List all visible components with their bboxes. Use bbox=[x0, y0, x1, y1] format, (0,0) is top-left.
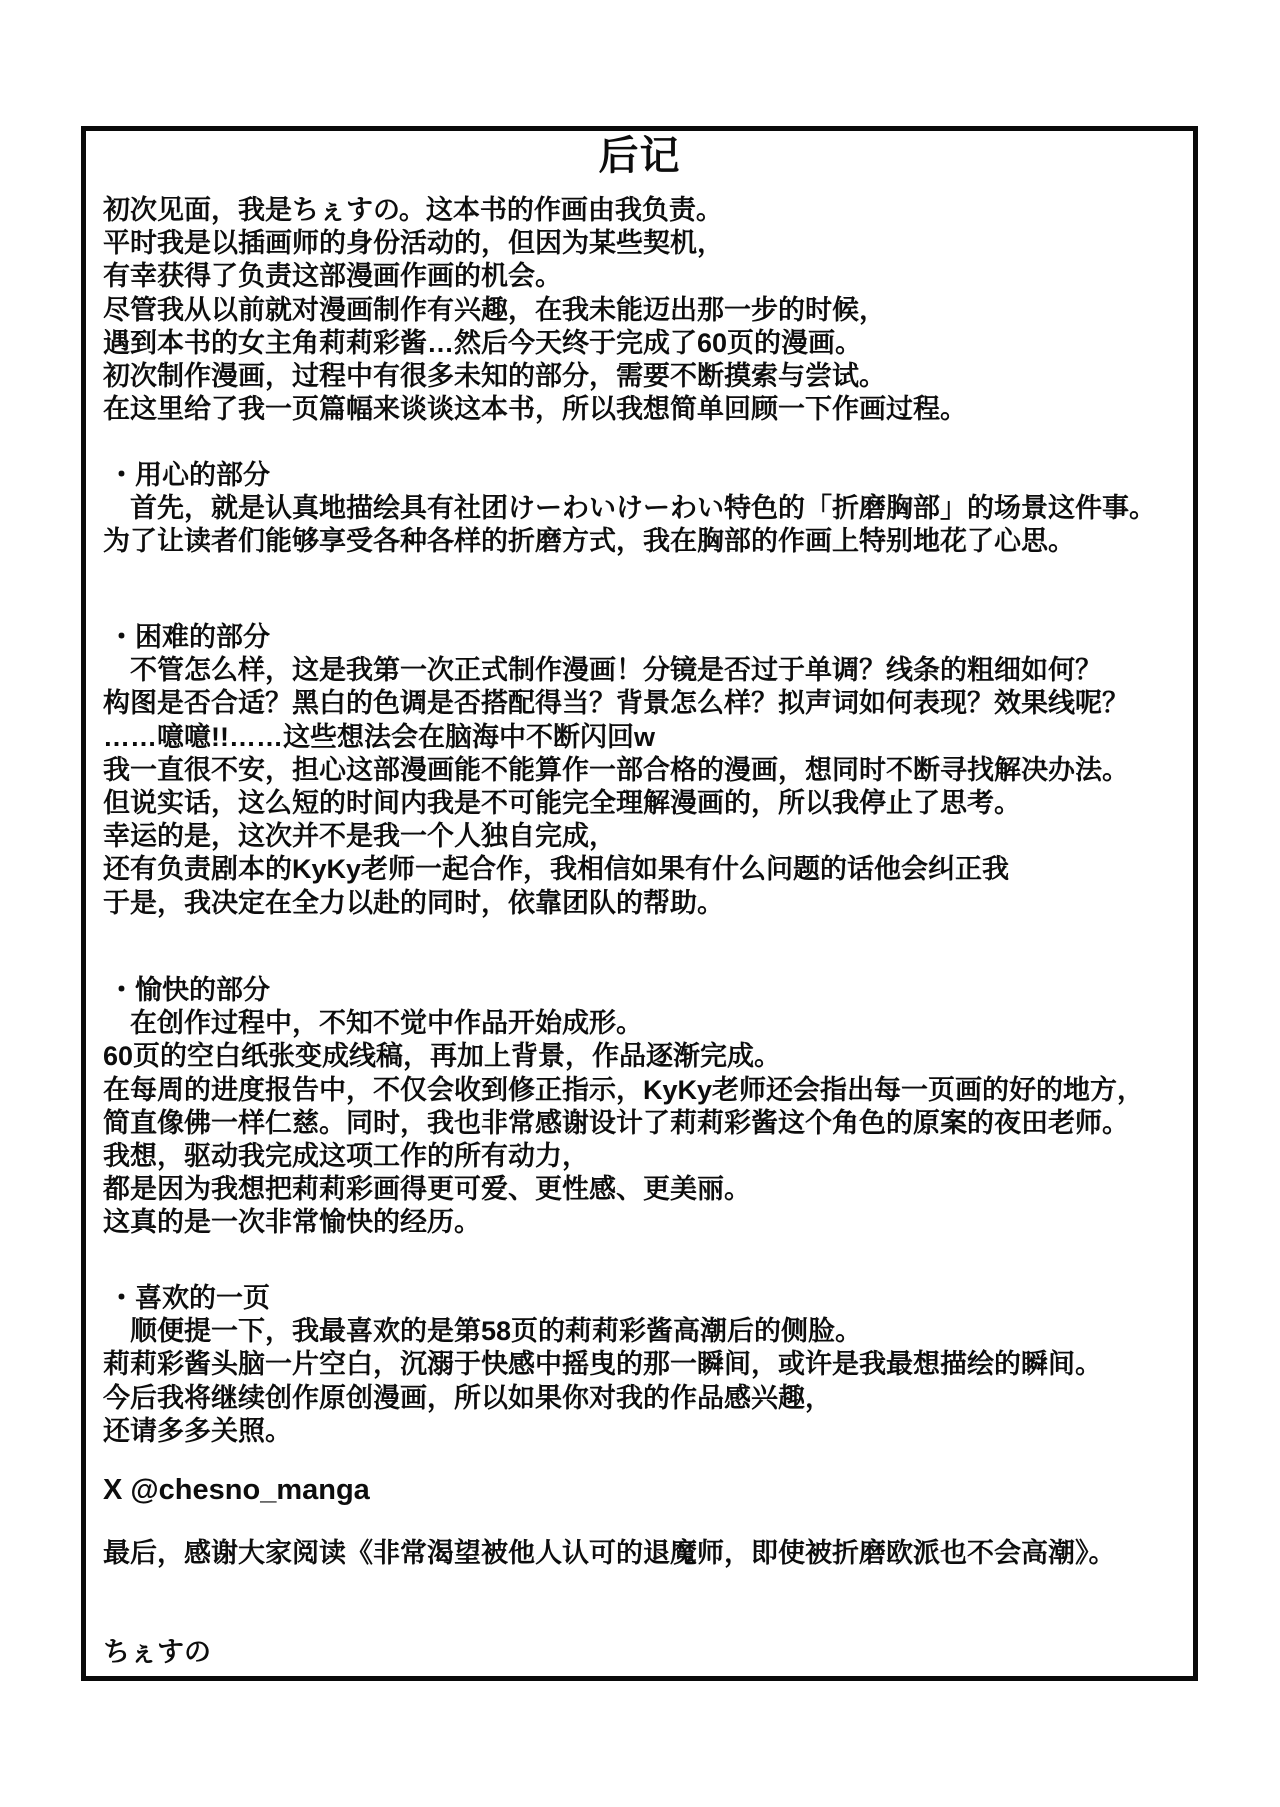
intro-line: 遇到本书的女主角莉莉彩酱…然后今天终于完成了60页的漫画。 bbox=[103, 327, 863, 358]
intro-paragraph bbox=[103, 194, 1187, 426]
intro-line: 初次见面，我是ちぇすの。这本书的作画由我负责。 bbox=[103, 195, 723, 225]
section-heading: ・愉快的部分 bbox=[108, 975, 270, 1005]
section-line: 在创作过程中，不知不觉中作品开始成形。 bbox=[103, 1008, 643, 1039]
section-line: 于是，我决定在全力以赴的同时，依靠团队的帮助。 bbox=[103, 887, 724, 918]
section-line: 我一直很不安，担心这部漫画能不能算作一部合格的漫画，想同时不断寻找解决办法。 bbox=[103, 754, 1129, 785]
section-line: 不管怎么样，这是我第一次正式制作漫画！分镜是否过于单调？线条的粗细如何？ bbox=[103, 655, 1102, 686]
section-line: 莉莉彩酱头脑一片空白，沉溺于快感中摇曳的那一瞬间，或许是我最想描绘的瞬间。 bbox=[103, 1349, 1102, 1380]
section-line: 顺便提一下，我最喜欢的是第58页的莉莉彩酱高潮后的侧脸。 bbox=[103, 1316, 863, 1347]
intro-line: 平时我是以插画师的身份活动的，但因为某些契机， bbox=[103, 228, 724, 259]
section-line: 首先，就是认真地描绘具有社团けーわいけーわい特色的「折磨胸部」的场景这件事。 bbox=[103, 493, 1156, 524]
section-difficult-part bbox=[103, 621, 1187, 920]
intro-line: 在这里给了我一页篇幅来谈谈这本书，所以我想简单回顾一下作画过程。 bbox=[103, 394, 967, 425]
section-heading: ・喜欢的一页 bbox=[108, 1283, 270, 1313]
afterword-frame bbox=[81, 126, 1198, 1681]
section-line: 简直像佛一样仁慈。同时，我也非常感谢设计了莉莉彩酱这个角色的原案的夜田老师。 bbox=[103, 1107, 1129, 1138]
section-heading: ・用心的部分 bbox=[108, 460, 270, 490]
section-line: 都是因为我想把莉莉彩画得更可爱、更性感、更美丽。 bbox=[103, 1174, 751, 1205]
closing-line bbox=[103, 1537, 1187, 1570]
intro-line: 尽管我从以前就对漫画制作有兴趣，在我未能迈出那一步的时候， bbox=[103, 294, 886, 325]
section-favorite-page bbox=[103, 1282, 1187, 1448]
section-line: 幸运的是，这次并不是我一个人独自完成， bbox=[103, 821, 616, 852]
page-title: 后记 bbox=[598, 134, 681, 178]
social-handle-text: X @chesno_manga bbox=[103, 1474, 370, 1506]
section-line: 还有负责剧本的KyKy老师一起合作，我相信如果有什么问题的话他会纠正我 bbox=[103, 854, 1010, 885]
section-line: 60页的空白纸张变成线稿，再加上背景，作品逐渐完成。 bbox=[103, 1041, 782, 1072]
section-line: 今后我将继续创作原创漫画，所以如果你对我的作品感兴趣， bbox=[103, 1382, 832, 1413]
author-signature-text: ちぇすの bbox=[103, 1637, 211, 1667]
section-line: 在每周的进度报告中，不仅会收到修正指示，KyKy老师还会指出每一页画的好的地方， bbox=[103, 1074, 1145, 1105]
section-line: 为了让读者们能够享受各种各样的折磨方式，我在胸部的作画上特别地花了心思。 bbox=[103, 526, 1075, 557]
section-line: 但说实话，这么短的时间内我是不可能完全理解漫画的，所以我停止了思考。 bbox=[103, 788, 1021, 819]
section-pleasant-part bbox=[103, 974, 1187, 1240]
section-line: 这真的是一次非常愉快的经历。 bbox=[103, 1207, 481, 1238]
section-line: 我想，驱动我完成这项工作的所有动力， bbox=[103, 1141, 589, 1172]
section-heading: ・困难的部分 bbox=[108, 622, 270, 652]
author-signature bbox=[103, 1636, 1187, 1669]
social-handle bbox=[103, 1474, 1187, 1507]
section-careful-part bbox=[103, 459, 1187, 559]
section-line: 构图是否合适？黑白的色调是否搭配得当？背景怎么样？拟声词如何表现？效果线呢？ bbox=[103, 688, 1129, 719]
section-line: 还请多多关照。 bbox=[103, 1415, 292, 1446]
intro-line: 初次制作漫画，过程中有很多未知的部分，需要不断摸索与尝试。 bbox=[103, 361, 886, 392]
closing-line-text: 最后，感谢大家阅读《非常渴望被他人认可的退魔师，即使被折磨欧派也不会高潮》。 bbox=[103, 1538, 1116, 1568]
section-line: ……噫噫!!……这些想法会在脑海中不断闪回w bbox=[103, 721, 655, 752]
intro-line: 有幸获得了负责这部漫画作画的机会。 bbox=[103, 261, 562, 292]
